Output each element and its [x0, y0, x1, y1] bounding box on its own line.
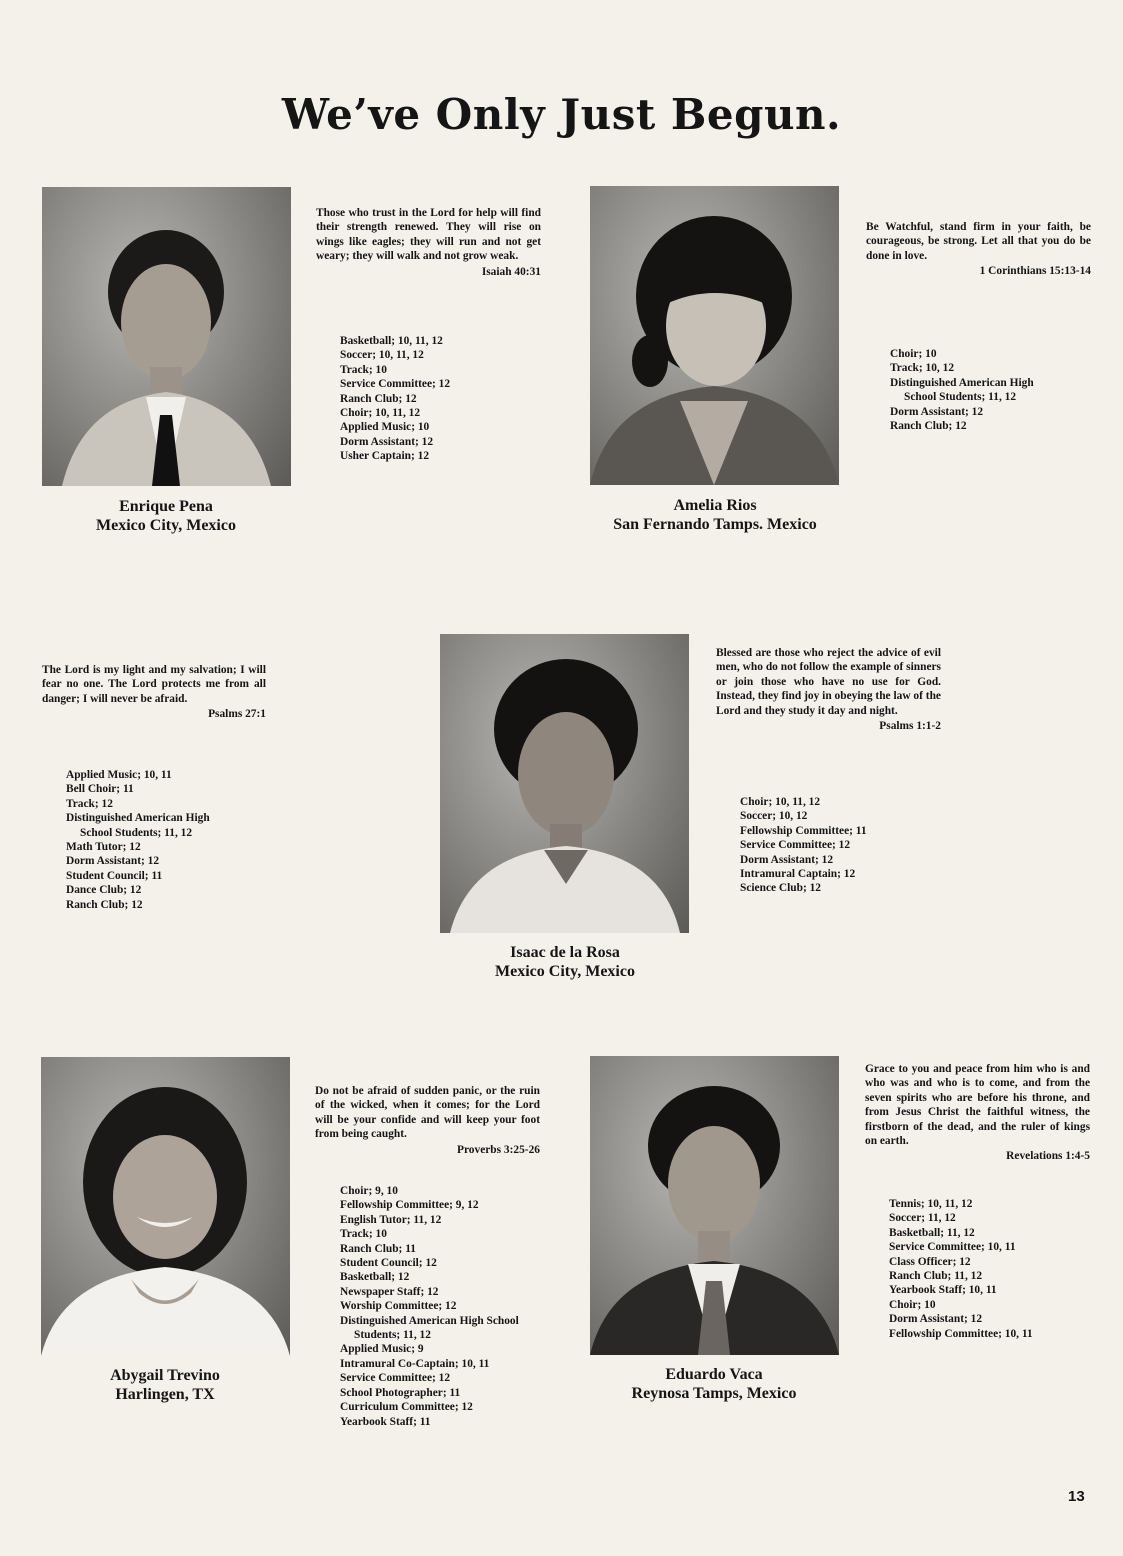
activity-item: Fellowship Committee; 10, 11	[889, 1327, 1033, 1340]
activity-item: Service Committee; 12	[340, 1372, 451, 1385]
bible-quote	[315, 1084, 540, 1157]
activities-list	[66, 768, 241, 912]
activity-item: Worship Committee; 12	[340, 1300, 457, 1313]
activity-item: Choir; 10, 11, 12	[740, 796, 821, 808]
student-name: Amelia Rios	[673, 497, 757, 514]
activity-item: Ranch Club; 12	[66, 898, 143, 911]
activities-list	[889, 1197, 1094, 1341]
activity-item: Ranch Club; 12	[340, 392, 417, 405]
activity-item: Track; 12	[66, 797, 113, 810]
activity-item: Distinguished American High School Students; 11, 12	[340, 1314, 519, 1342]
activity-item: Track; 10, 12	[890, 362, 955, 375]
bible-quote	[865, 1062, 1090, 1164]
activity-item: Service Committee; 10, 11	[889, 1241, 1016, 1254]
activity-item: Student Council; 11	[66, 869, 163, 882]
activity-item: Applied Music; 10	[340, 421, 430, 434]
portrait-icon	[590, 186, 839, 485]
student-caption	[15, 1366, 315, 1404]
bible-quote	[716, 646, 941, 733]
activity-item: Basketball; 10, 11, 12	[340, 335, 443, 347]
student-photo-enrique-pena	[42, 187, 291, 486]
student-name: Isaac de la Rosa	[510, 944, 620, 961]
page-title: We’ve Only Just Begun.	[281, 90, 842, 139]
activity-item: Ranch Club; 12	[890, 420, 967, 433]
activity-item: Ranch Club; 11	[340, 1242, 416, 1255]
quote-reference: Revelations 1:4-5	[1006, 1150, 1090, 1163]
quote-reference: Proverbs 3:25-26	[457, 1143, 540, 1156]
student-caption	[16, 497, 316, 535]
activity-item: Applied Music; 9	[340, 1343, 424, 1356]
activity-item: Choir; 9, 10	[340, 1185, 398, 1197]
quote-reference: Psalms 1:1-2	[879, 720, 941, 733]
activity-item: Soccer; 11, 12	[889, 1212, 956, 1225]
activity-item: Dorm Assistant; 12	[66, 855, 160, 868]
activity-item: Curriculum Committee; 12	[340, 1401, 473, 1414]
activity-item: Class Officer; 12	[889, 1255, 971, 1268]
activity-item: Distinguished American High School Students; 11, 12	[890, 376, 1034, 404]
student-photo-amelia-rios	[590, 186, 839, 485]
activity-item: School Photographer; 11	[340, 1386, 461, 1399]
activity-item: Dorm Assistant; 12	[890, 405, 984, 418]
quote-text: Do not be afraid of sudden panic, or the ruin of the wicked, when it comes; for the Lord will be your confide and will keep your foot from being caught.	[315, 1085, 540, 1141]
activity-item: Usher Captain; 12	[340, 450, 430, 463]
activity-item: Math Tutor; 12	[66, 841, 141, 854]
quote-text: Grace to you and peace from him who is and who was and who is to come, and from the seven spirits who are before his throne, and from Jesus Christ the faithful witness, the firstborn of the dead, and the ruler of kings on earth.	[865, 1063, 1090, 1148]
student-name: Enrique Pena	[119, 498, 213, 515]
student-photo-abygail-trevino	[41, 1057, 290, 1356]
activities-list	[890, 347, 1060, 433]
activity-item: Choir; 10, 11, 12	[340, 407, 421, 420]
student-photo-isaac-de-la-rosa	[440, 634, 689, 933]
activity-item: Tennis; 10, 11, 12	[889, 1198, 973, 1210]
activity-item: Track; 10	[340, 1228, 387, 1241]
quote-reference: Isaiah 40:31	[481, 265, 541, 278]
activity-item: Bell Choir; 11	[66, 783, 134, 796]
activity-item: Track; 10	[340, 363, 387, 376]
activity-item: Choir; 10	[889, 1298, 936, 1311]
activities-list	[740, 795, 945, 896]
student-hometown: Harlingen, TX	[115, 1386, 215, 1403]
activity-item: Dorm Assistant; 12	[889, 1313, 983, 1326]
student-name: Eduardo Vaca	[665, 1366, 763, 1383]
activity-item: Intramural Co-Captain; 10, 11	[340, 1357, 490, 1370]
activity-item: Service Committee; 12	[340, 378, 451, 391]
bible-quote	[42, 663, 266, 722]
activity-item: Basketball; 11, 12	[889, 1226, 975, 1239]
quote-reference: Psalms 27:1	[208, 708, 266, 721]
quote-text: The Lord is my light and my salvation; I will fear no one. The Lord protects me from all danger; I will never be afraid.	[42, 664, 266, 705]
activity-item: English Tutor; 11, 12	[340, 1213, 442, 1226]
activity-item: Dance Club; 12	[66, 884, 142, 897]
quote-text: Be Watchful, stand firm in your faith, be courageous, be strong. Let all that you do be done in love.	[866, 221, 1091, 262]
quote-text: Those who trust in the Lord for help will find their strength renewed. They will rise on wings like eagles; they will run and not get weary; they will walk and not grow weak.	[316, 207, 541, 263]
activity-item: Fellowship Committee; 11	[740, 824, 867, 837]
activity-item: Science Club; 12	[740, 882, 821, 895]
activity-item: Soccer; 10, 11, 12	[340, 349, 424, 362]
activity-item: Yearbook Staff; 10, 11	[889, 1284, 997, 1297]
activity-item: Basketball; 12	[340, 1271, 410, 1284]
student-name: Abygail Trevino	[110, 1367, 220, 1384]
student-hometown: Mexico City, Mexico	[495, 963, 635, 980]
activity-item: Dorm Assistant; 12	[740, 853, 834, 866]
activity-item: Student Council; 12	[340, 1257, 437, 1270]
bible-quote	[866, 220, 1091, 279]
activity-item: Soccer; 10, 12	[740, 810, 808, 823]
page-number: 13	[1068, 1488, 1085, 1505]
activity-item: Applied Music; 10, 11	[66, 769, 172, 781]
portrait-icon	[42, 187, 291, 486]
student-caption	[415, 943, 715, 981]
quote-reference: 1 Corinthians 15:13-14	[979, 265, 1091, 278]
portrait-icon	[440, 634, 689, 933]
student-photo-eduardo-vaca	[590, 1056, 839, 1355]
activity-item: Choir; 10	[890, 348, 937, 360]
bible-quote	[316, 206, 541, 279]
activity-item: Intramural Captain; 12	[740, 868, 856, 881]
activities-list	[340, 1184, 540, 1429]
activity-item: Yearbook Staff; 11	[340, 1415, 431, 1428]
student-caption	[564, 1365, 864, 1403]
activity-item: Newspaper Staff; 12	[340, 1285, 439, 1298]
activities-list	[340, 334, 545, 464]
activity-item: Dorm Assistant; 12	[340, 435, 434, 448]
portrait-icon	[590, 1056, 839, 1355]
activity-item: Service Committee; 12	[740, 839, 851, 852]
portrait-icon	[41, 1057, 290, 1356]
activity-item: Ranch Club; 11, 12	[889, 1270, 983, 1283]
student-hometown: Mexico City, Mexico	[96, 517, 236, 534]
activity-item: Fellowship Committee; 9, 12	[340, 1199, 479, 1212]
quote-text: Blessed are those who reject the advice of evil men, who do not follow the example of sinners or join those who have no use for God. Instead, they find joy in obeying the law of the Lord and they study it day and night.	[716, 647, 941, 717]
student-hometown: Reynosa Tamps, Mexico	[631, 1385, 797, 1402]
student-caption	[565, 496, 865, 534]
student-hometown: San Fernando Tamps. Mexico	[613, 516, 817, 533]
activity-item: Distinguished American High School Students; 11, 12	[66, 812, 210, 839]
